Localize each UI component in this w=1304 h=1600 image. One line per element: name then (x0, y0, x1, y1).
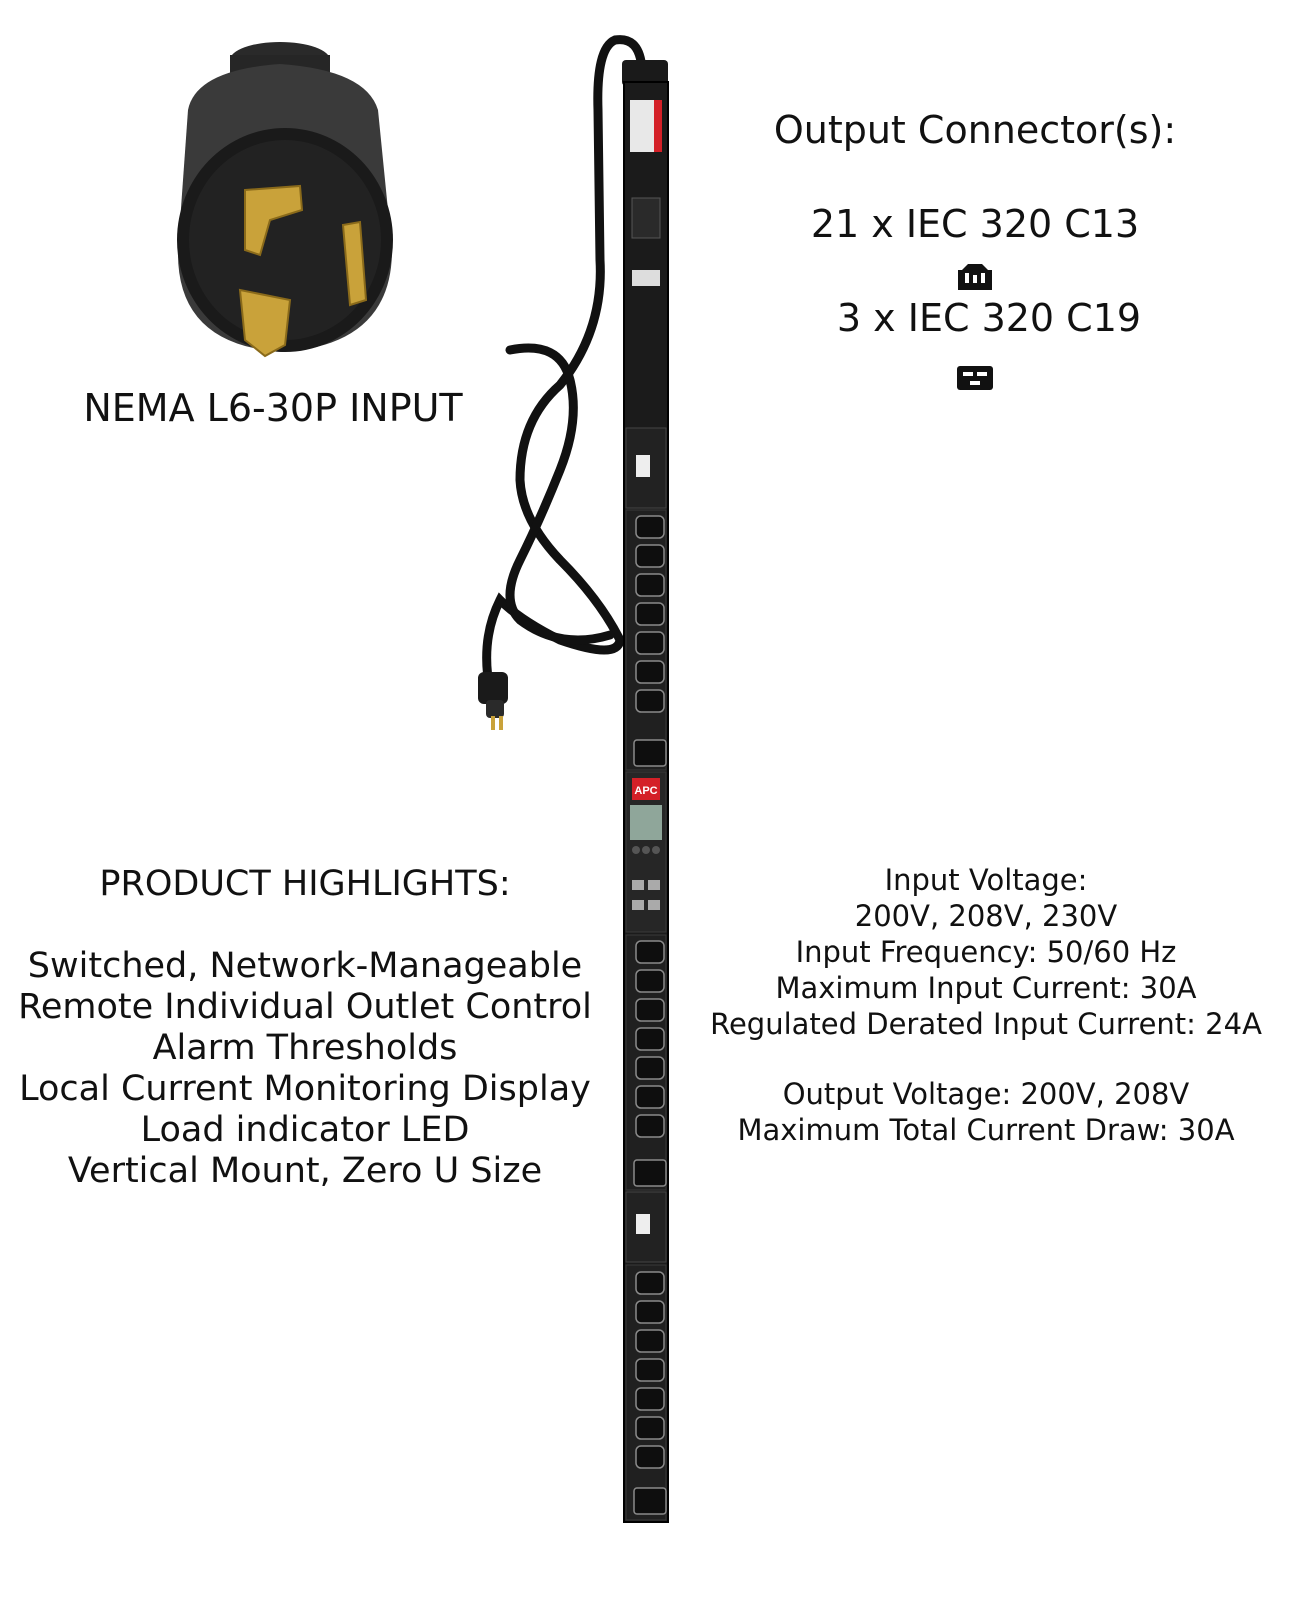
output-c13: 21 x IEC 320 C13 (810, 202, 1140, 246)
c19-connector-icon (957, 366, 993, 390)
highlight-item: Load indicator LED (140, 1110, 470, 1150)
output-c19: 3 x IEC 320 C19 (836, 296, 1142, 340)
spec-input-voltage-values: 200V, 208V, 230V (854, 899, 1118, 933)
c13-connector-icon (958, 264, 992, 290)
spec-input-voltage-label: Input Voltage: (884, 863, 1088, 897)
apc-logo: APC (634, 785, 658, 797)
highlight-item: Vertical Mount, Zero U Size (67, 1151, 543, 1191)
highlights-list (0, 946, 610, 1192)
nema-plug-image (177, 42, 393, 356)
highlight-item: Switched, Network-Manageable (27, 946, 583, 986)
highlights-heading: PRODUCT HIGHLIGHTS: (99, 864, 511, 904)
input-label: NEMA L6-30P INPUT (83, 386, 463, 430)
spec-input-frequency: Input Frequency: 50/60 Hz (795, 935, 1177, 969)
highlight-item: Alarm Thresholds (152, 1028, 458, 1068)
highlight-item: Local Current Monitoring Display (19, 1069, 591, 1109)
highlight-item: Remote Individual Outlet Control (18, 987, 592, 1027)
spec-derated-current: Regulated Derated Input Current: 24A (710, 1007, 1262, 1041)
small-plug (478, 672, 508, 730)
specs-block (686, 862, 1286, 1148)
spec-output-voltage: Output Voltage: 200V, 208V (782, 1077, 1190, 1111)
power-cord (487, 40, 642, 690)
spec-max-total-current: Maximum Total Current Draw: 30A (737, 1113, 1235, 1147)
spec-max-input-current: Maximum Input Current: 30A (775, 971, 1197, 1005)
output-heading: Output Connector(s): (773, 108, 1177, 152)
